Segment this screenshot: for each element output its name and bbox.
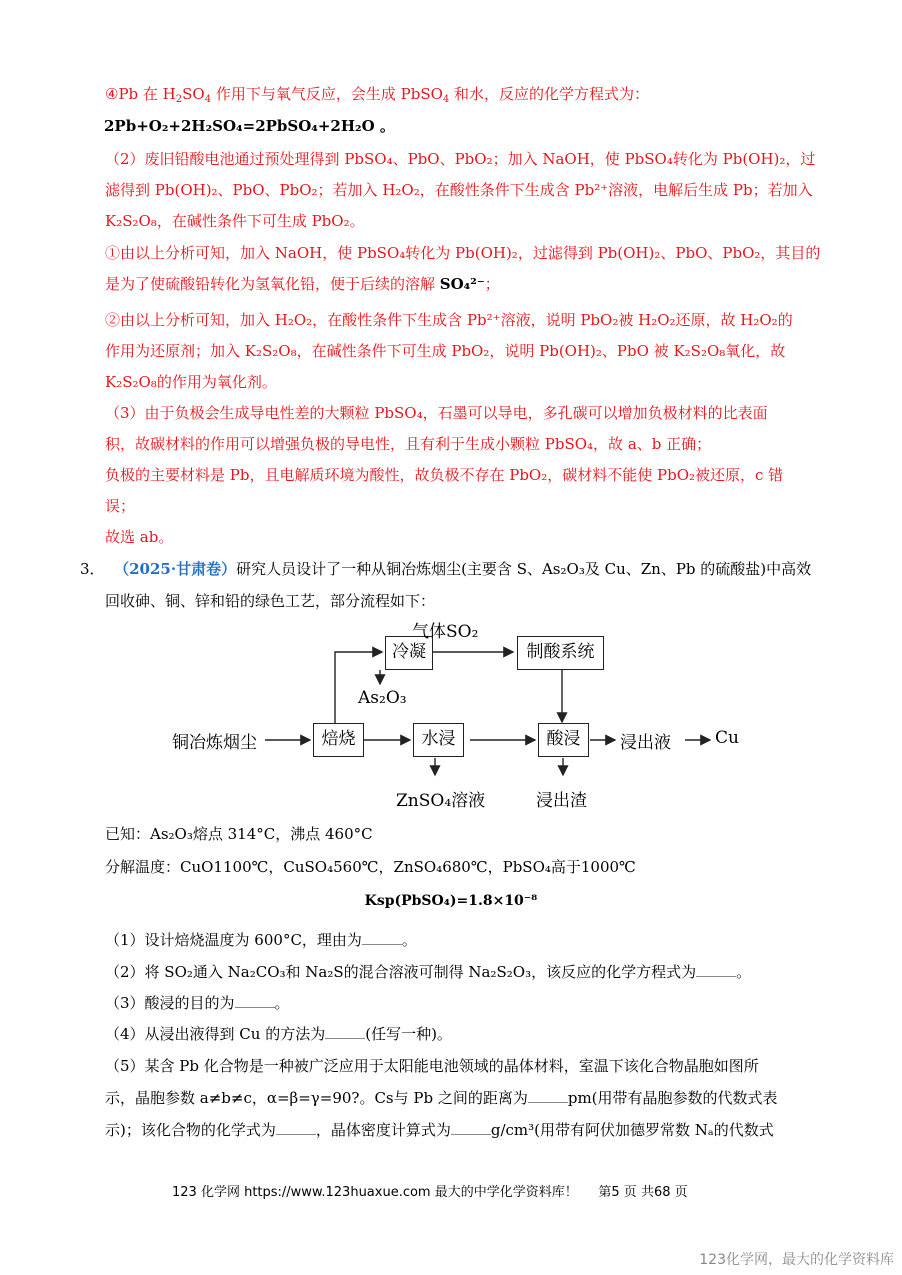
text: 研究人员设计了一种从铜冶炼烟尘(主要含 S、As₂O₃及 Cu、Zn、Pb 的硫酸盐)中高效 [236,560,812,578]
flow-box-condense: 冷凝 [385,636,433,670]
text: SO [182,85,205,103]
answer-blank[interactable] [362,930,402,945]
page-number: 第5 页 共68 页 [598,1185,688,1200]
text: 。 [274,994,290,1012]
text: 。 [736,963,752,981]
answer-part2-line3: K₂S₂O₈，在碱性条件下可生成 PbO₂。 [105,212,365,230]
text: （1）设计焙烧温度为 600°C，理由为 [105,931,362,949]
text: 作用下与氧气反应，会生成 PbSO [211,85,443,103]
sub-question-4 [105,1024,452,1044]
answer-c2-line1: ②由以上分析可知，加入 H₂O₂，在酸性条件下生成含 Pb²⁺溶液，说明 PbO₂被 H₂O₂还原，故 H₂O₂的 [105,311,793,329]
watermark: 123化学网，最大的化学资料库 [699,1252,894,1268]
text: 示，晶胞参数 a≠b≠c，α=β=γ=90?。Cs与 Pb 之间的距离为 [105,1089,528,1107]
sub-question-5-line2 [105,1088,778,1108]
flow-leachate: 浸出液 [620,733,671,753]
answer-part2-line1: （2）废旧铅酸电池通过预处理得到 PbSO₄、PbO、PbO₂；加入 NaOH，使 PbSO₄转化为 Pb(OH)₂，过 [105,150,816,168]
flow-box-acid-leach: 酸浸 [538,723,589,757]
subscript: 4 [442,94,450,105]
sub-question-1 [105,930,417,950]
flow-box-water-leach: 水浸 [413,723,464,757]
subscript: 2 [175,94,183,105]
text: pm(用带有晶胞参数的代数式表 [567,1089,778,1107]
text: 和水，反应的化学方程式为： [449,85,650,103]
flow-box-roast: 焙烧 [313,723,364,757]
text: （2）将 SO₂通入 Na₂CO₃和 Na₂S的混合溶液可制得 Na₂S₂O₃，该反应的化学方程式为 [105,963,697,981]
subscript: 4 [204,94,212,105]
sub-question-5-line3 [105,1120,774,1140]
flow-as2o3: As₂O₃ [358,688,407,708]
answer-part3-line4: 误； [105,497,136,515]
question-source: （2025·甘肃卷） [114,560,237,578]
answer-blank[interactable] [696,962,736,977]
page-footer [172,1181,688,1200]
known-data-line2: 分解温度：CuO1100℃，CuSO₄560℃，ZnSO₄680℃，PbSO₄高于1000℃ [105,858,636,876]
known-data-line1: 已知：As₂O₃熔点 314°C，沸点 460°C [105,825,373,843]
sub-question-5-line1: （5）某含 Pb 化合物是一种被广泛应用于太阳能电池领域的晶体材料，室温下该化合物晶胞如图所 [105,1057,759,1075]
flow-cu: Cu [715,728,739,748]
answer-blank[interactable] [528,1088,568,1103]
answer-part2-line2: 滤得到 Pb(OH)₂、PbO、PbO₂；若加入 H₂O₂，在酸性条件下生成含 Pb²⁺溶液，电解后生成 Pb；若加入 [105,181,813,199]
question-3-stem-line2: 回收砷、铜、锌和铅的绿色工艺，部分流程如下： [105,592,436,610]
sub-question-2 [105,962,751,982]
answer-c2-line2: 作用为还原剂；加入 K₂S₂O₈，在碱性条件下可生成 PbO₂，说明 Pb(OH)₂、PbO 被 K₂S₂O₈氧化，故 [105,342,786,360]
sub-question-3 [105,993,290,1013]
text: g/cm³(用带有阿伏加德罗常数 Nₐ的代数式 [490,1121,774,1139]
text: (任写一种)。 [365,1025,452,1043]
answer-c1-line2 [105,274,500,294]
answer-line-1 [105,84,649,104]
text: （4）从浸出液得到 Cu 的方法为 [105,1025,326,1043]
flow-box-acid-system: 制酸系统 [517,636,604,670]
question-3-stem-line1 [80,559,811,579]
text: ④Pb 在 H [105,85,176,103]
text: 。 [401,931,417,949]
process-flow-diagram [170,622,770,822]
answer-part3-line2: 积，故碳材料的作用可以增强负极的导电性，且有利于生成小颗粒 PbSO₄，故 a、b 正确； [105,435,712,453]
flow-input: 铜冶炼烟尘 [172,733,257,753]
flow-gas-label: 气体SO₂ [412,622,479,642]
answer-c2-line3: K₂S₂O₈的作用为氧化剂。 [105,373,277,391]
question-number: 3． [80,560,105,578]
answer-blank[interactable] [276,1120,316,1135]
answer-blank[interactable] [451,1120,491,1135]
flow-znso4: ZnSO₄溶液 [396,791,486,811]
text: 示)；该化合物的化学式为 [105,1121,276,1139]
answer-part3-line5: 故选 ab。 [105,528,174,546]
sulfate-formula: SO₄²⁻ [439,275,485,293]
chemical-equation: 2Pb+O₂+2H₂SO₄=2PbSO₄+2H₂O 。 [104,117,395,135]
ksp-expression: Ksp(PbSO₄)=1.8×10⁻⁸ [364,893,538,909]
answer-blank[interactable] [325,1024,365,1039]
text: ； [484,275,500,293]
answer-blank[interactable] [235,993,275,1008]
text: （3）酸浸的目的为 [105,994,235,1012]
text: 是为了使硫酸铅转化为氢氧化铅，便于后续的溶解 [105,275,440,293]
answer-part3-line1: （3）由于负极会生成导电性差的大颗粒 PbSO₄，石墨可以导电，多孔碳可以增加负极材料的比表面 [105,404,768,422]
answer-c1-line1: ①由以上分析可知，加入 NaOH，使 PbSO₄转化为 Pb(OH)₂，过滤得到 Pb(OH)₂、PbO、PbO₂，其目的 [105,244,821,262]
footer-site-text: 123 化学网 https://www.123huaxue.com 最大的中学化学资料库！ [172,1185,578,1200]
flow-residue: 浸出渣 [536,791,587,811]
answer-part3-line3: 负极的主要材料是 Pb，且电解质环境为酸性，故负极不存在 PbO₂，碳材料不能使 PbO₂被还原，c 错 [105,466,784,484]
text: ，晶体密度计算式为 [315,1121,451,1139]
